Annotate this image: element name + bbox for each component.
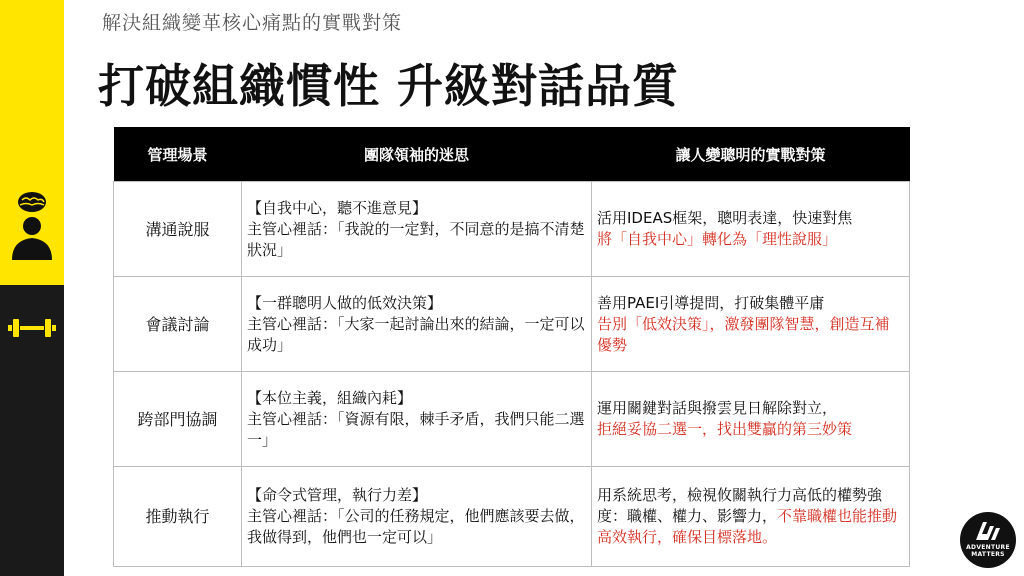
strategy-highlight: 將「自我中心」轉化為「理性說服」 [597, 230, 838, 248]
sidebar [0, 0, 64, 576]
strategy-cell [592, 372, 910, 467]
column-header-strategy: 讓人變聰明的實戰對策 [592, 127, 910, 182]
myth-text: 【本位主義，組織內耗】 主管心裡話：「資源有限，棘手矛盾，我們只能二選一」 [247, 388, 585, 449]
strategy-text: 運用關鍵對話與撥雲見日解除對立， [597, 399, 838, 417]
myth-cell [242, 277, 592, 372]
dumbbell-icon [8, 316, 56, 340]
myth-cell [242, 182, 592, 277]
page-title: 打破組織慣性 升級對話品質 [98, 59, 680, 113]
page-subtitle: 解決組織變革核心痛點的實戰對策 [102, 12, 403, 34]
strategy-cell [592, 182, 910, 277]
strategy-highlight: 告別「低效決策」，激發團隊智慧，創造互補優勢 [597, 314, 890, 354]
table-row [114, 372, 910, 467]
scene-cell: 溝通說服 [114, 182, 242, 277]
table-header-row [114, 127, 910, 182]
column-header-scene: 管理場景 [114, 127, 242, 182]
column-header-myth: 團隊領袖的迷思 [242, 127, 592, 182]
strategy-text: 活用IDEAS框架，聰明表達，快速對焦 [597, 209, 853, 227]
strategy-text: 用系統思考，檢視攸關執行力高低的權勢強度：職權、權力、影響力， [597, 486, 883, 525]
comparison-table [113, 127, 910, 567]
adventure-matters-logo [960, 512, 1016, 568]
logo-mark-icon [974, 520, 1002, 542]
logo-text: ADVENTURE MATTERS [966, 544, 1010, 558]
table-row [114, 182, 910, 277]
myth-text: 【一群聰明人做的低效決策】 主管心裡話：「大家一起討論出來的結論，一定可以成功」 [247, 293, 585, 354]
myth-cell [242, 372, 592, 467]
scene-cell: 跨部門協調 [114, 372, 242, 467]
strategy-cell [592, 467, 910, 567]
strategy-cell [592, 277, 910, 372]
scene-cell: 推動執行 [114, 467, 242, 567]
table-row [114, 277, 910, 372]
myth-text: 【命令式管理，執行力差】 主管心裡話：「公司的任務規定，他們應該要去做，我做得到，他們也一定可以」 [247, 486, 585, 546]
myth-text: 【自我中心，聽不進意見】 主管心裡話：「我說的一定對，不同意的是搞不清楚狀況」 [247, 198, 585, 259]
myth-cell [242, 467, 592, 567]
brain-head-icon [10, 190, 54, 262]
table-row [114, 467, 910, 567]
strategy-highlight: 不靠職權也能推動高效執行，確保目標落地。 [597, 507, 898, 546]
strategy-highlight: 拒絕妥協二選一，找出雙贏的第三妙策 [597, 420, 853, 438]
scene-cell: 會議討論 [114, 277, 242, 372]
strategy-text: 善用PAEI引導提問，打破集體平庸 [597, 293, 825, 312]
